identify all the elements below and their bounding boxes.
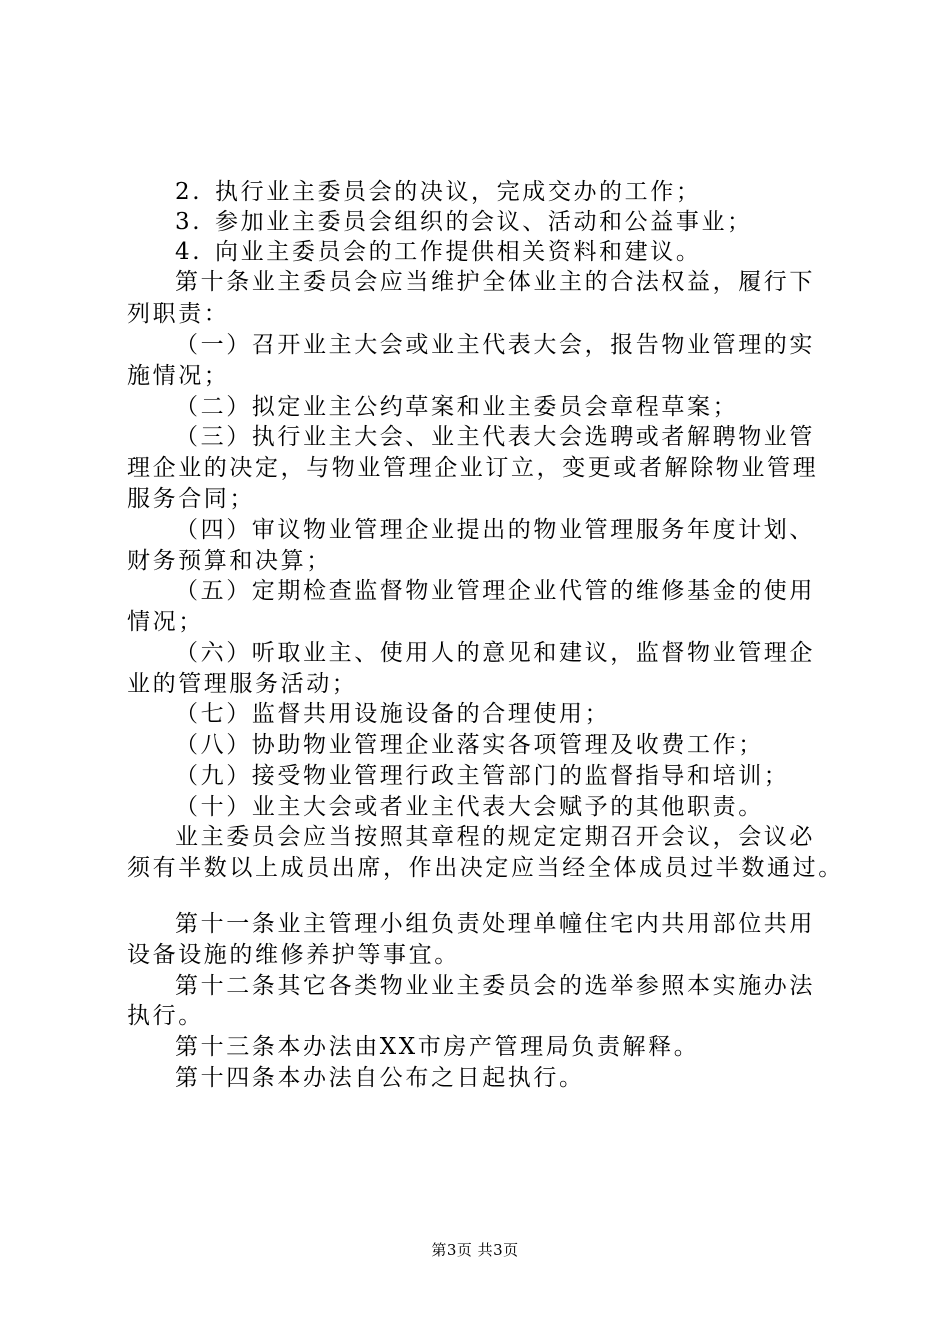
text-line: （九）接受物业管理行政主管部门的监督指导和培训； <box>175 763 790 789</box>
text-line: 服务合同； <box>127 486 255 512</box>
text-line: 第十二条其它各类物业业主委员会的选举参照本实施办法 <box>175 973 815 999</box>
text-line: 3. 参加业主委员会组织的会议、活动和公益事业； <box>175 209 753 235</box>
text-line: 执行。 <box>127 1003 204 1029</box>
text-line: 4. 向业主委员会的工作提供相关资料和建议。 <box>175 239 702 265</box>
page-footer <box>0 1240 950 1260</box>
text-line: 业主委员会应当按照其章程的规定定期召开会议，会议必 <box>175 824 815 850</box>
text-line: 第十条业主委员会应当维护全体业主的合法权益，履行下 <box>175 269 815 295</box>
text-line: （一）召开业主大会或业主代表大会，报告物业管理的实 <box>175 332 815 358</box>
text-line: 业的管理服务活动； <box>127 671 358 697</box>
text-line: （七）监督共用设施设备的合理使用； <box>175 701 611 727</box>
text-line: 2. 执行业主委员会的决议，完成交办的工作； <box>175 179 702 205</box>
text-line: （四）审议物业管理企业提出的物业管理服务年度计划、 <box>175 517 815 543</box>
text-line: （三）执行业主大会、业主代表大会选聘或者解聘物业管 <box>175 424 815 450</box>
text-line: 设备设施的维修养护等事宜。 <box>127 942 460 968</box>
text-line: 须有半数以上成员出席，作出决定应当经全体成员过半数通过。 <box>127 855 844 881</box>
text-line: （五）定期检查监督物业管理企业代管的维修基金的使用 <box>175 578 815 604</box>
text-line: 情况； <box>127 609 204 635</box>
text-line: 施情况； <box>127 363 230 389</box>
text-line: 第十四条本办法自公布之日起执行。 <box>175 1065 585 1091</box>
text-line: （六）听取业主、使用人的意见和建议，监督物业管理企 <box>175 640 815 666</box>
text-line: （八）协助物业管理企业落实各项管理及收费工作； <box>175 732 764 758</box>
text-line: 第十三条本办法由XX市房产管理局负责解释。 <box>175 1034 700 1060</box>
text-line: （二）拟定业主公约草案和业主委员会章程草案； <box>175 394 739 420</box>
text-line: 财务预算和决算； <box>127 548 332 574</box>
text-line: （十）业主大会或者业主代表大会赋予的其他职责。 <box>175 794 764 820</box>
text-line: 列职责： <box>127 301 230 327</box>
text-line: 理企业的决定，与物业管理企业订立，变更或者解除物业管理 <box>127 455 819 481</box>
page-number-label: 第3页 共3页 <box>431 1241 519 1259</box>
text-line: 第十一条业主管理小组负责处理单幢住宅内共用部位共用 <box>175 911 815 937</box>
